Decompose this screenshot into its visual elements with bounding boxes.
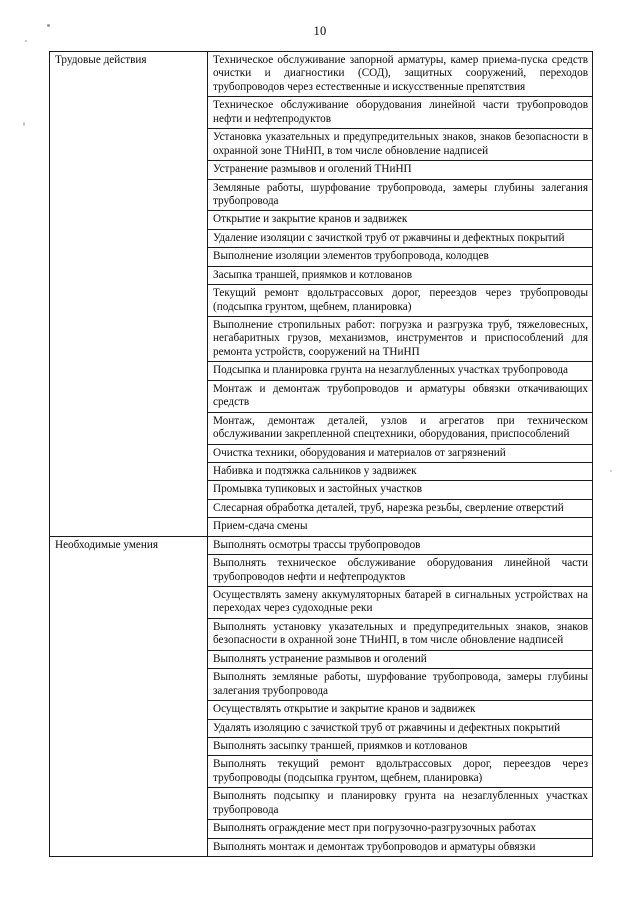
requirement-item: Выполнять засыпку траншей, приямков и котлованов [208, 737, 593, 755]
requirement-item: Открытие и закрытие кранов и задвижек [208, 211, 593, 229]
requirement-item: Выполнять ограждение мест при погрузочно-разгрузочных работах [208, 820, 593, 838]
requirement-item: Устранение размывов и оголений ТНиНП [208, 161, 593, 179]
requirement-item: Текущий ремонт вдольтрассовых дорог, переездов через трубопроводы (подсыпка грунтом, щебнем, планировка) [208, 285, 593, 317]
requirement-item: Выполнять подсыпку и планировку грунта на незаглубленных участках трубопровода [208, 788, 593, 820]
requirement-item: Засыпка траншей, приямков и котлованов [208, 266, 593, 284]
scan-artifact [47, 24, 50, 27]
requirement-item: Набивка и подтяжка сальников у задвижек [208, 462, 593, 480]
requirement-item: Техническое обслуживание оборудования линейной части трубопроводов нефти и нефтепродуктов [208, 97, 593, 129]
table-row [50, 52, 593, 97]
requirement-item: Выполнение изоляции элементов трубопровода, колодцев [208, 248, 593, 266]
page-number: 10 [313, 24, 327, 38]
requirement-item: Промывка тупиковых и застойных участков [208, 481, 593, 499]
requirement-item: Выполнять текущий ремонт вдольтрассовых дорог, переездов через трубопроводы (подсыпка грунтом, щебнем, планировка) [208, 756, 593, 788]
requirement-item: Очистка техники, оборудования и материалов от загрязнений [208, 444, 593, 462]
requirement-item: Удаление изоляции с зачисткой труб от ржавчины и дефектных покрытий [208, 229, 593, 247]
requirement-item: Подсыпка и планировка грунта на незаглубленных участках трубопровода [208, 362, 593, 380]
scan-artifact [610, 470, 612, 472]
requirement-item: Выполнять осмотры трассы трубопроводов [208, 536, 593, 554]
requirement-item: Выполнять техническое обслуживание оборудования линейной части трубопроводов нефти и нефтепродуктов [208, 555, 593, 587]
requirement-item: Выполнять монтаж и демонтаж трубопроводов и арматуры обвязки [208, 838, 593, 856]
requirement-item: Монтаж и демонтаж трубопроводов и арматуры обвязки откачивающих средств [208, 380, 593, 412]
scan-artifact [25, 40, 27, 42]
requirement-item: Выполнять устранение размывов и оголений [208, 650, 593, 668]
requirement-item: Осуществлять открытие и закрытие кранов и задвижек [208, 701, 593, 719]
section-label: Трудовые действия [50, 52, 208, 537]
table-row [50, 536, 593, 554]
requirement-item: Монтаж, демонтаж деталей, узлов и агрегатов при техническом обслуживании закрепленной спецтехники, оборудования, приспособлений [208, 412, 593, 444]
requirement-item: Слесарная обработка деталей, труб, нарезка резьбы, сверление отверстий [208, 499, 593, 517]
requirement-item: Установка указательных и предупредительных знаков, знаков безопасности в охранной зоне ТНиНП, в том числе обновление надписей [208, 129, 593, 161]
requirement-item: Земляные работы, шурфование трубопровода, замеры глубины залегания трубопровода [208, 179, 593, 211]
requirement-item: Удалять изоляцию с зачисткой труб от ржавчины и дефектных покрытий [208, 719, 593, 737]
requirement-item: Осуществлять замену аккумуляторных батарей в сигнальных устройствах на переходах через судоходные реки [208, 587, 593, 619]
requirement-item: Техническое обслуживание запорной арматуры, камер приема-пуска средств очистки и диагностики (СОД), защитных сооружений, переходов трубопроводов через естественные и искусственные препятствия [208, 52, 593, 97]
scan-artifact [23, 122, 25, 126]
requirement-item: Выполнение стропильных работ: погрузка и разгрузка труб, тяжеловесных, негабаритных грузов, механизмов, инструментов и приспособлений для ремонта устройств, сооружений на ТНиНП [208, 317, 593, 362]
requirement-item: Прием-сдача смены [208, 518, 593, 536]
requirement-item: Выполнять земляные работы, шурфование трубопровода, замеры глубины залегания трубопровода [208, 669, 593, 701]
requirement-item: Выполнять установку указательных и предупредительных знаков, знаков безопасности в охранной зоне ТНиНП, в том числе обновление надписей [208, 618, 593, 650]
section-label: Необходимые умения [50, 536, 208, 856]
requirements-table [49, 51, 593, 857]
